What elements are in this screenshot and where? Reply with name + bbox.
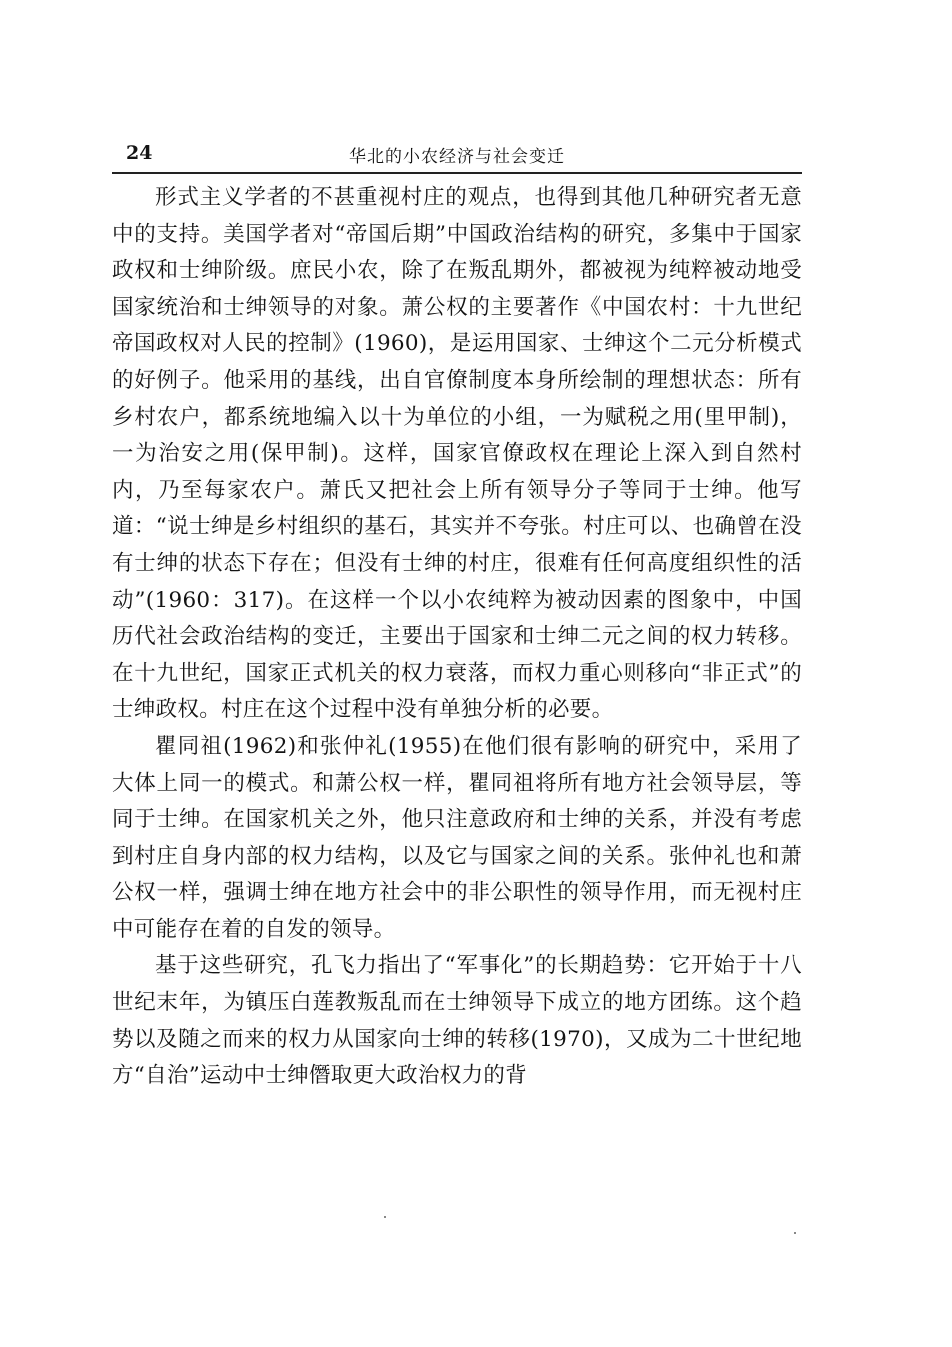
scan-speck — [384, 1216, 386, 1218]
page-number: 24 — [126, 142, 153, 164]
body-text — [112, 180, 802, 1095]
paragraph-3: 基于这些研究，孔飞力指出了“军事化”的长期趋势：它开始于十八世纪末年，为镇压白莲教叛乱而在士绅领导下成立的地方团练。这个趋势以及随之而来的权力从国家向士绅的转移(1970)，又成为二十世纪地方“自治”运动中士绅僭取更大政治权力的背 — [112, 953, 802, 1089]
header-rule — [112, 172, 802, 174]
page-header — [112, 140, 802, 168]
paragraph-2: 瞿同祖(1962)和张仲礼(1955)在他们很有影响的研究中，采用了大体上同一的模式。和萧公权一样，瞿同祖将所有地方社会领导层，等同于士绅。在国家机关之外，他只注意政府和士绅的关系，并没有考虑到村庄自身内部的权力结构，以及它与国家之间的关系。张仲礼也和萧公权一样，强调士绅在地方社会中的非公职性的领导作用，而无视村庄中可能存在着的自发的领导。 — [112, 733, 802, 942]
running-title: 华北的小农经济与社会变迁 — [349, 147, 565, 167]
scan-speck — [794, 1232, 796, 1234]
paragraph-1: 形式主义学者的不甚重视村庄的观点，也得到其他几种研究者无意中的支持。美国学者对“帝国后期”中国政治结构的研究，多集中于国家政权和士绅阶级。庶民小农，除了在叛乱期外，都被视为纯粹被动地受国家统治和士绅领导的对象。萧公权的主要著作《中国农村：十九世纪帝国政权对人民的控制》(1960)，是运用国家、士绅这个二元分析模式的好例子。他采用的基线，出自官僚制度本身所绘制的理想状态：所有乡村农户，都系统地编入以十为单位的小组，一为赋税之用(里甲制)，一为治安之用(保甲制)。这样，国家官僚政权在理论上深入到自然村内，乃至每家农户。萧氏又把社会上所有领导分子等同于士绅。他写道：“说士绅是乡村组织的基石，其实并不夸张。村庄可以、也确曾在没有士绅的状态下存在；但没有士绅的村庄，很难有任何高度组织性的活动”(1960：317)。在这样一个以小农纯粹为被动因素的图象中，中国历代社会政治结构的变迁，主要出于国家和士绅二元之间的权力转移。在十九世纪，国家正式机关的权力衰落，而权力重心则移向“非正式”的士绅政权。村庄在这个过程中没有单独分析的必要。 — [112, 185, 802, 723]
